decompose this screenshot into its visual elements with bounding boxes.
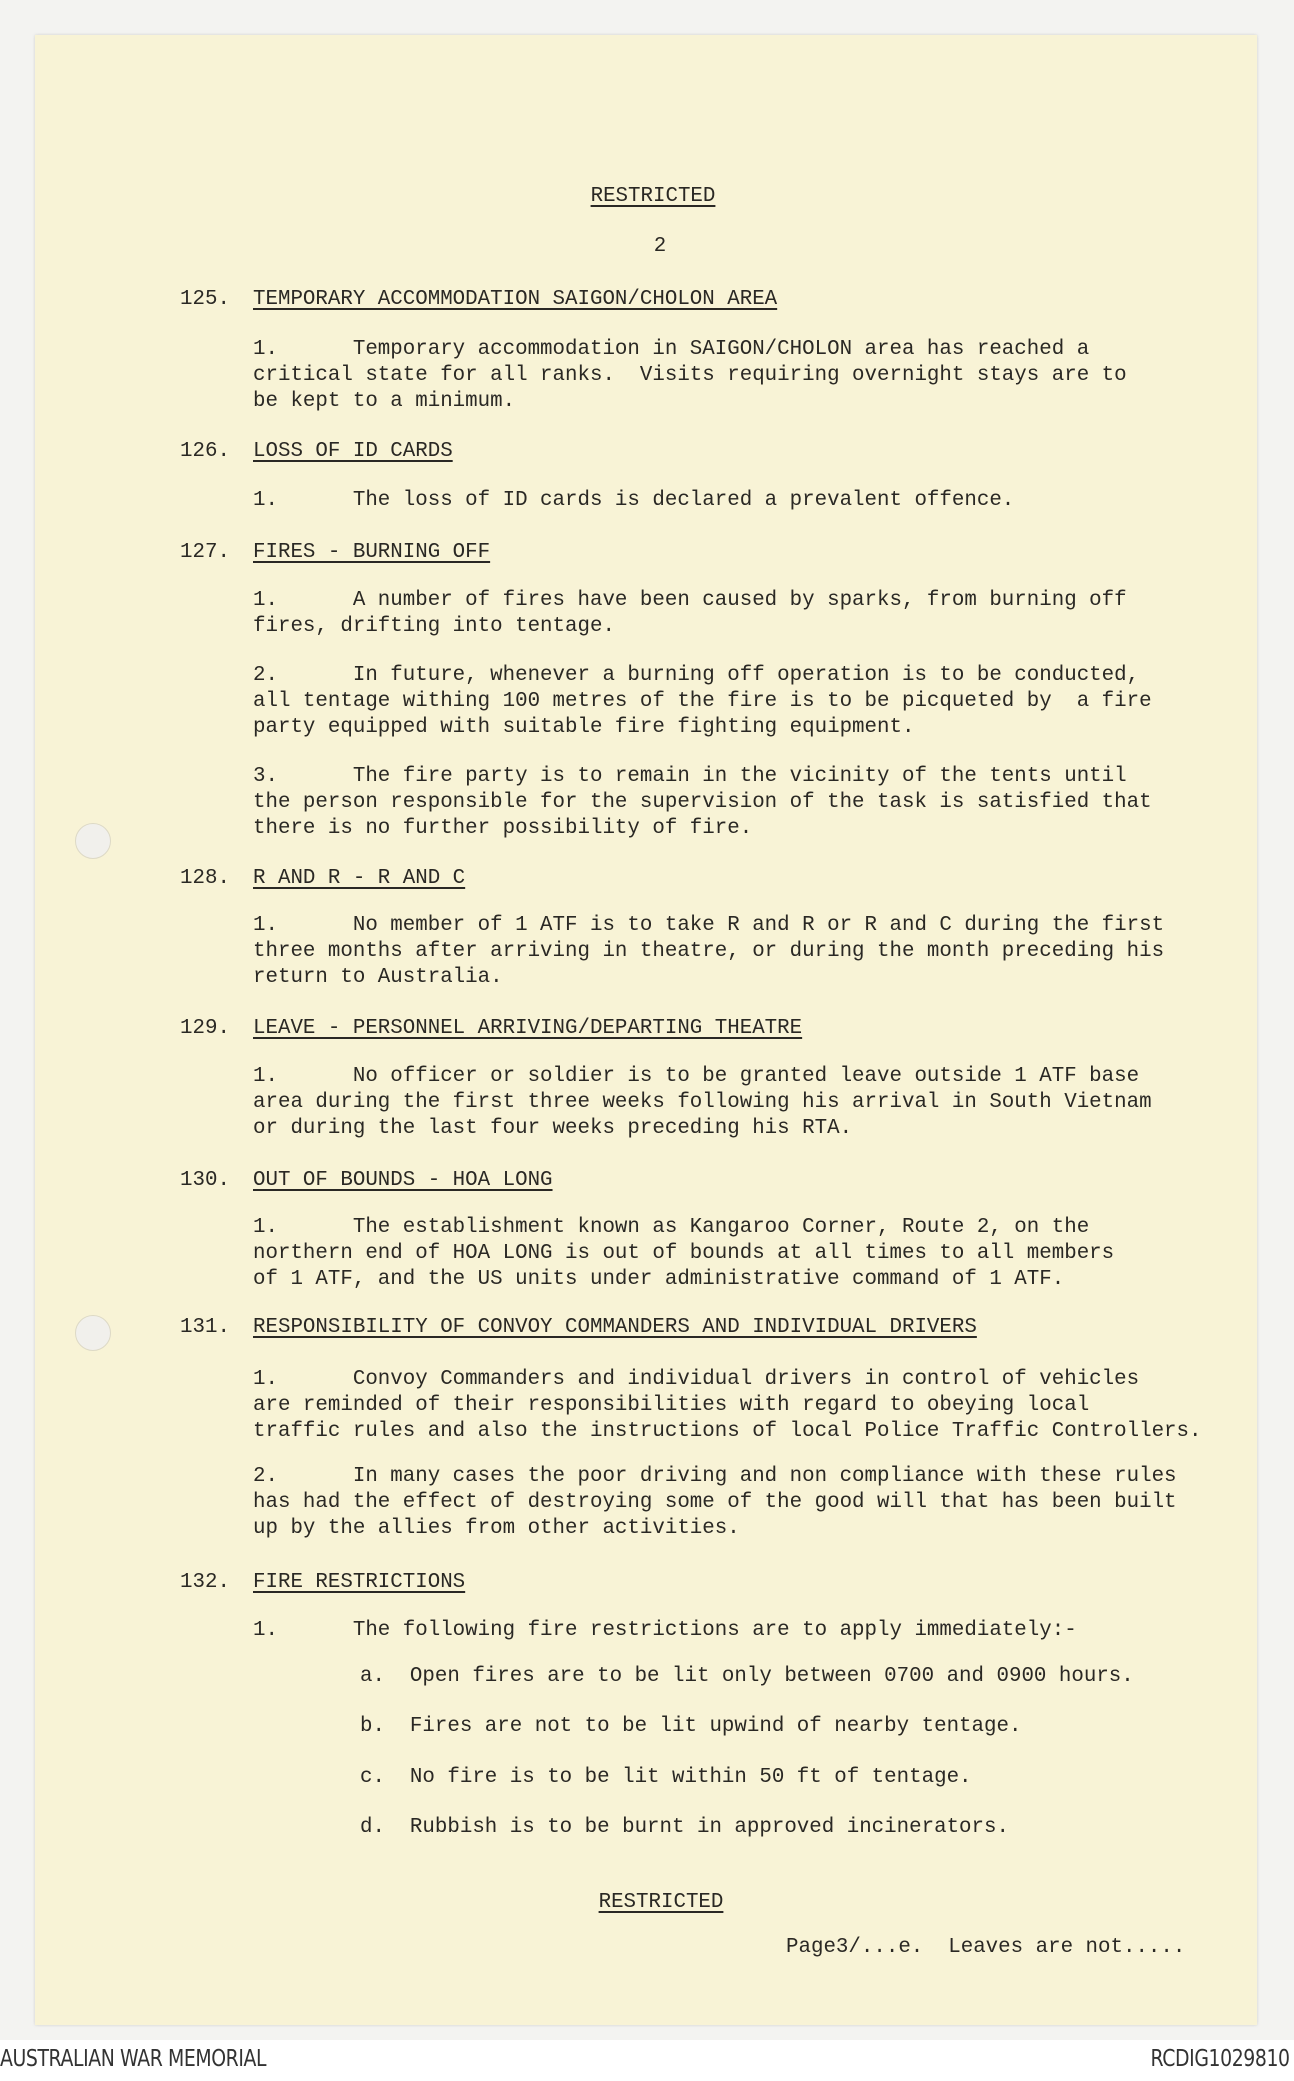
paragraph-line: return to Australia. (253, 966, 503, 989)
paragraph-line: 3. The fire party is to remain in the vicinity of the tents until (253, 765, 1127, 788)
section-number: 129. (180, 1017, 230, 1040)
section-number: 125. (180, 288, 230, 311)
paragraph-line: all tentage withing 100 metres of the fire is to be picqueted by a fire (253, 690, 1152, 713)
continuation-note: Page3/...e. Leaves are not..... (786, 1936, 1186, 1959)
paragraph-line: party equipped with suitable fire fighting equipment. (253, 716, 915, 739)
paragraph-line: three months after arriving in theatre, or during the month preceding his (253, 940, 1165, 963)
section-number: 130. (180, 1169, 230, 1192)
paragraph-line: 1. A number of fires have been caused by sparks, from burning off (253, 589, 1127, 612)
paragraph-line: 1. The loss of ID cards is declared a prevalent offence. (253, 489, 1015, 512)
page-number: 2 (653, 235, 667, 258)
paragraph-line: 1. No officer or soldier is to be granted leave outside 1 ATF base (253, 1065, 1140, 1088)
paragraph-line: critical state for all ranks. Visits requiring overnight stays are to (253, 364, 1127, 387)
paragraph-line: fires, drifting into tentage. (253, 615, 615, 638)
paragraph-line: there is no further possibility of fire. (253, 817, 753, 840)
classification-header: RESTRICTED (590, 185, 716, 208)
paragraph-line: 1. No member of 1 ATF is to take R and R or R and C during the first (253, 914, 1165, 937)
paragraph-line: be kept to a minimum. (253, 390, 516, 413)
paragraph-line: 1. The following fire restrictions are to apply immediately:- (253, 1619, 1077, 1642)
paragraph-line: or during the last four weeks preceding his RTA. (253, 1117, 853, 1140)
paragraph-line: the person responsible for the supervision of the task is satisfied that (253, 791, 1152, 814)
section-title: LEAVE - PERSONNEL ARRIVING/DEPARTING THEATRE (253, 1017, 803, 1040)
section-number: 126. (180, 440, 230, 463)
paragraph-line: northern end of HOA LONG is out of bounds at all times to all members (253, 1242, 1115, 1265)
section-title: TEMPORARY ACCOMMODATION SAIGON/CHOLON AREA (253, 288, 778, 311)
section-title: FIRES - BURNING OFF (253, 541, 491, 564)
punch-hole (75, 1315, 111, 1351)
classification-footer: RESTRICTED (598, 1891, 724, 1914)
paragraph-line: 1. The establishment known as Kangaroo Corner, Route 2, on the (253, 1216, 1090, 1239)
paragraph-line: 1. Temporary accommodation in SAIGON/CHOLON area has reached a (253, 338, 1090, 361)
section-number: 127. (180, 541, 230, 564)
section-title: R AND R - R AND C (253, 867, 466, 890)
paragraph-line: 2. In many cases the poor driving and non compliance with these rules (253, 1465, 1177, 1488)
paragraph-line: has had the effect of destroying some of the good will that has been built (253, 1491, 1177, 1514)
list-item: c. No fire is to be lit within 50 ft of tentage. (360, 1766, 972, 1789)
paragraph-line: of 1 ATF, and the US units under administrative command of 1 ATF. (253, 1268, 1065, 1291)
institution-name: AUSTRALIAN WAR MEMORIAL (0, 2046, 267, 2072)
punch-hole (75, 823, 111, 859)
list-item: d. Rubbish is to be burnt in approved incinerators. (360, 1816, 1009, 1839)
paragraph-line: up by the allies from other activities. (253, 1517, 740, 1540)
section-title: FIRE RESTRICTIONS (253, 1571, 466, 1594)
paragraph-line: traffic rules and also the instructions of local Police Traffic Controllers. (253, 1420, 1202, 1443)
paragraph-line: are reminded of their responsibilities with regard to obeying local (253, 1394, 1090, 1417)
list-item: b. Fires are not to be lit upwind of nearby tentage. (360, 1715, 1022, 1738)
section-title: OUT OF BOUNDS - HOA LONG (253, 1169, 553, 1192)
archive-footer (0, 2040, 1294, 2081)
section-number: 128. (180, 867, 230, 890)
list-item: a. Open fires are to be lit only between 0700 and 0900 hours. (360, 1665, 1134, 1688)
archive-reference: RCDIG1029810 (1150, 2046, 1290, 2072)
section-number: 132. (180, 1571, 230, 1594)
section-title: LOSS OF ID CARDS (253, 440, 453, 463)
paragraph-line: area during the first three weeks following his arrival in South Vietnam (253, 1091, 1152, 1114)
section-number: 131. (180, 1316, 230, 1339)
paragraph-line: 1. Convoy Commanders and individual drivers in control of vehicles (253, 1368, 1140, 1391)
paragraph-line: 2. In future, whenever a burning off operation is to be conducted, (253, 664, 1140, 687)
section-title: RESPONSIBILITY OF CONVOY COMMANDERS AND INDIVIDUAL DRIVERS (253, 1316, 977, 1339)
